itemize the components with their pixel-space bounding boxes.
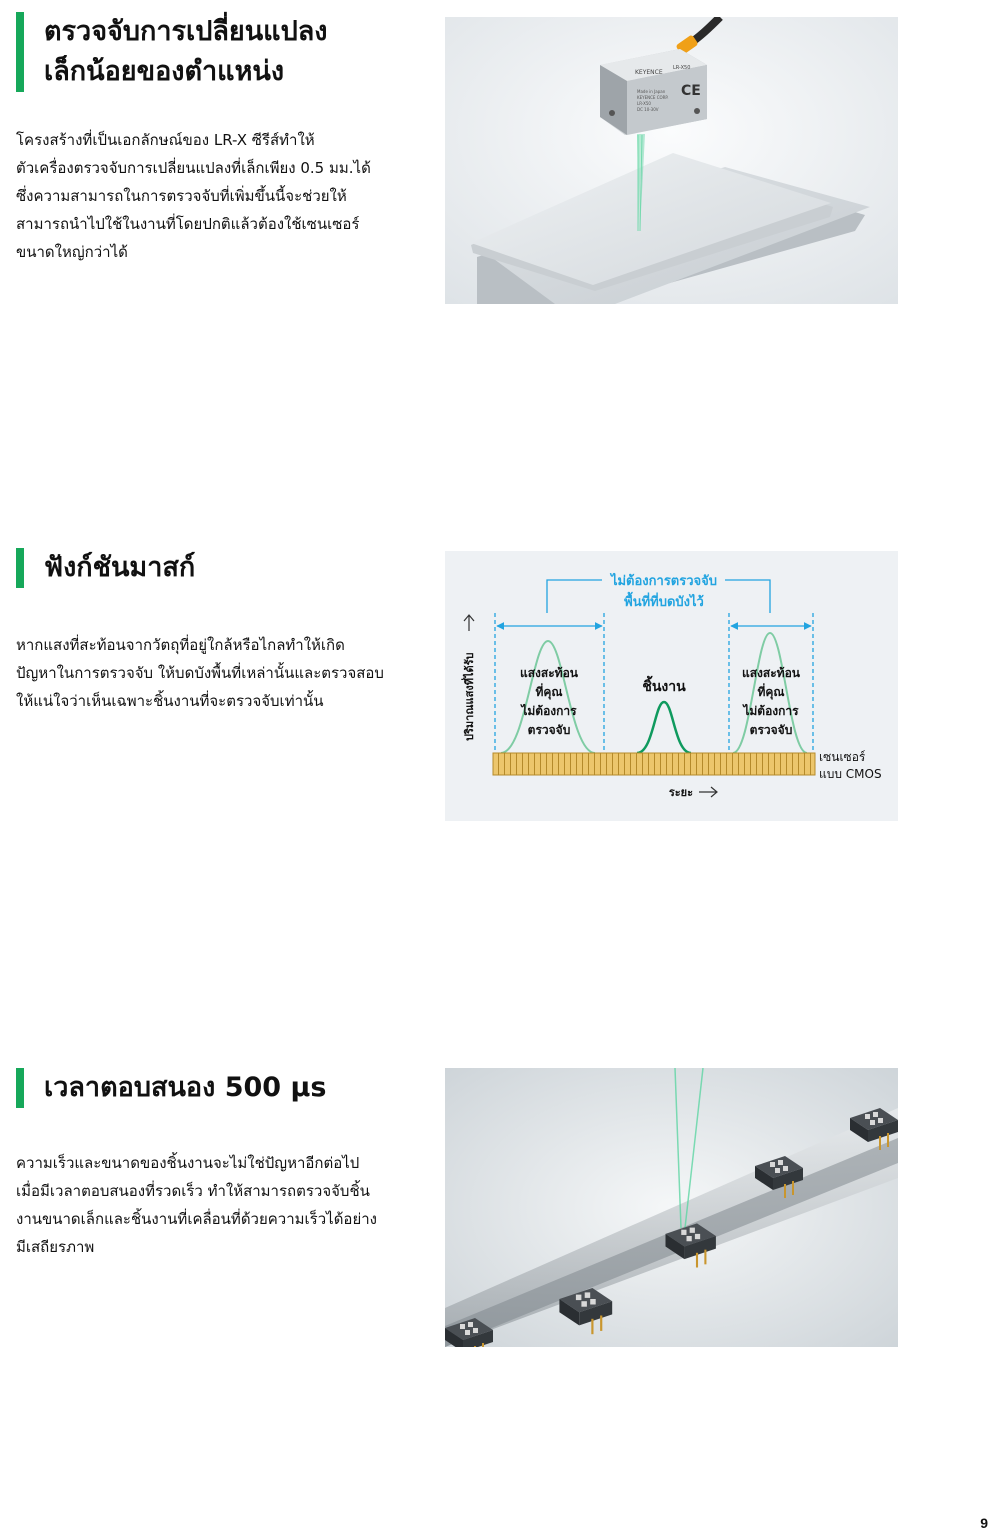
- y-axis-arrow-icon: [464, 615, 474, 631]
- section-2-title-line-1: ฟังก์ชันมาสก์: [44, 552, 196, 583]
- cmos-label-line-1: เซนเซอร์: [819, 750, 866, 764]
- sensor-label-line: KEYENCE CORP.: [637, 95, 669, 100]
- conveyor-photo: [445, 1068, 898, 1347]
- right-peak-label-line: ตรวจจับ: [749, 723, 793, 737]
- ce-mark-icon: CE: [681, 83, 701, 99]
- section-2-body-line: ปัญหาในการตรวจจับ ให้บดบังพื้นที่เหล่านั้นและตรวจสอบ: [16, 664, 384, 682]
- section-1-body-line: สามารถนำไปใช้ในงานที่โดยปกติแล้วต้องใช้เซนเซอร์: [16, 215, 360, 233]
- section-3-title: [16, 1068, 326, 1108]
- section-2-title: [16, 548, 195, 588]
- right-peak-label-line: แสงสะท้อน: [741, 666, 801, 680]
- right-peak-label-line: ที่คุณ: [757, 685, 785, 699]
- left-peak-label-line: ที่คุณ: [535, 685, 563, 699]
- section-2-body-line: หากแสงที่สะท้อนจากวัตถุที่อยู่ใกล้หรือไกลทำให้เกิด: [16, 636, 345, 654]
- section-1-body: [16, 126, 411, 266]
- section-1-body-line: ซึ่งความสามารถในการตรวจจับที่เพิ่มขึ้นนี้จะช่วยให้: [16, 187, 347, 205]
- right-peak-label: [741, 666, 800, 737]
- section-mask-function: [0, 540, 1000, 840]
- y-axis-label: ปริมาณแสงที่ได้รับ: [463, 652, 476, 741]
- left-peak-label-line: แสงสะท้อน: [519, 666, 579, 680]
- section-3-body-line: งานขนาดเล็กและชิ้นงานที่เคลื่อนที่ด้วยความเร็วได้อย่าง: [16, 1210, 377, 1228]
- mask-diagram-svg: [445, 551, 898, 821]
- cmos-label-line-2: แบบ CMOS: [819, 767, 882, 781]
- x-axis-label: ระยะ: [668, 786, 693, 799]
- section-3-body-line: มีเสถียรภาพ: [16, 1238, 95, 1256]
- target-curve: [637, 702, 691, 753]
- sensor-label-line: DC 10-30V: [637, 107, 659, 112]
- page-number: 9: [980, 1515, 988, 1531]
- sensor-photo-illustration: [445, 17, 898, 304]
- section-3-title-line-1: เวลาตอบสนอง 500 μs: [44, 1072, 327, 1103]
- mask-diagram: [445, 551, 898, 821]
- mask-bracket-left: [547, 580, 602, 613]
- mask-label-line-1: ไม่ต้องการตรวจจับ: [610, 574, 718, 589]
- sensor-brand-label: KEYENCE: [635, 69, 663, 76]
- section-2-body: [16, 631, 426, 715]
- section-1-body-line: ขนาดใหญ่กว่าได้: [16, 243, 128, 261]
- y-axis-label-group: [461, 652, 476, 741]
- section-response-time: [0, 1060, 1000, 1370]
- left-peak-label-line: ไม่ต้องการ: [521, 704, 577, 718]
- x-axis-arrow-icon: [699, 787, 717, 797]
- section-position-detection: [0, 0, 1000, 320]
- mask-bracket-right: [725, 580, 770, 613]
- section-1-title: [16, 12, 327, 92]
- right-peak-label-line: ไม่ต้องการ: [743, 704, 799, 718]
- cmos-sensor-bar: [493, 753, 815, 775]
- section-1-title-line-1: ตรวจจับการเปลี่ยนแปลง: [44, 16, 328, 47]
- target-label: ชิ้นงาน: [642, 679, 686, 695]
- section-3-body-line: ความเร็วและขนาดของชิ้นงานจะไม่ใช่ปัญหาอีกต่อไป: [16, 1154, 360, 1172]
- mask-label-line-2: พื้นที่ที่บดบังไว้: [624, 595, 704, 610]
- sensor-photo: [445, 17, 898, 304]
- sensor-label-line: Made in Japan: [637, 89, 666, 94]
- section-1-title-line-2: เล็กน้อยของตำแหน่ง: [44, 56, 285, 87]
- section-3-body: [16, 1149, 411, 1261]
- section-3-body-line: เมื่อมีเวลาตอบสนองที่รวดเร็ว ทำให้สามารถตรวจจับชิ้น: [16, 1182, 370, 1200]
- sensor-label-line: LR-X50: [637, 101, 651, 106]
- left-peak-label-line: ตรวจจับ: [527, 723, 571, 737]
- section-1-body-line: โครงสร้างที่เป็นเอกลักษณ์ของ LR-X ซีรีส์ทำให้: [16, 131, 315, 149]
- conveyor-photo-illustration: [445, 1068, 898, 1347]
- section-1-body-line: ตัวเครื่องตรวจจับการเปลี่ยนแปลงที่เล็กเพียง 0.5 มม.ได้: [16, 159, 371, 177]
- section-2-body-line: ให้แน่ใจว่าเห็นเฉพาะชิ้นงานที่จะตรวจจับเท่านั้น: [16, 692, 324, 710]
- sensor-model-label: LR-X50: [673, 65, 691, 71]
